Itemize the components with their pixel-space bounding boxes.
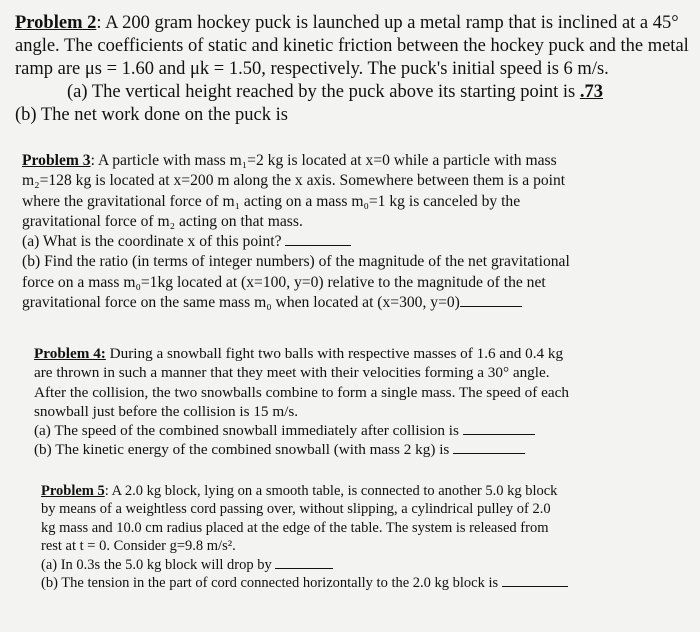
- problem-5-part-b: (b) The tension in the part of cord connected horizontally to the 2.0 kg block is: [41, 574, 568, 592]
- problem-4-line-3: After the collision, the two snowballs combine to form a single mass. The speed of each: [34, 383, 569, 401]
- problem-4-part-a: (a) The speed of the combined snowball immediately after collision is: [34, 421, 569, 440]
- problem-5-line-3: kg mass and 10.0 cm radius placed at the edge of the table. The system is released from: [41, 519, 549, 536]
- problem-4-line-4: snowball just before the collision is 15 m/s.: [34, 402, 299, 420]
- problem-4-line-1: Problem 4: During a snowball fight two balls with respective masses of 1.6 and 0.4 kg: [34, 345, 564, 362]
- problem-5: [41, 482, 568, 592]
- problem-2-line-3: ramp are μs = 1.60 and μk = 1.50, respectively. The puck's initial speed is 6 m/s.: [15, 59, 609, 79]
- problem-2-title: Problem 2: [15, 13, 97, 33]
- problem-2-part-a: (a) The vertical height reached by the puck above its starting point is .73: [67, 82, 603, 102]
- problem-2-answer-a: .73: [579, 82, 603, 102]
- problem-2-line-2: angle. The coefficients of static and kinetic friction between the hockey puck and the metal: [15, 36, 689, 56]
- problem-3: [22, 151, 570, 313]
- problem-3-line-1: Problem 3: A particle with mass m₁=2 kg is located at x=0 while a particle with mass: [22, 152, 557, 169]
- problem-3-line-2: m₂=128 kg is located at x=200 m along the x axis. Somewhere between them is a point: [22, 172, 566, 190]
- problem-3-line-4: gravitational force of m₂ acting on that mass.: [22, 212, 303, 230]
- problem-2-part-b: (b) The net work done on the puck is: [15, 105, 288, 125]
- problem-3-part-b-line-3: gravitational force on the same mass m₀ when located at (x=300, y=0): [22, 293, 570, 313]
- problem-4-title: Problem 4:: [34, 345, 106, 362]
- answer-blank: [453, 452, 525, 454]
- answer-blank: [285, 244, 351, 246]
- problem-3-part-b-line-1: (b) Find the ratio (in terms of integer numbers) of the magnitude of the net gravitational: [22, 253, 570, 271]
- answer-blank: [275, 567, 333, 569]
- problem-3-line-3: where the gravitational force of m₁ acting on a mass m₀=1 kg is canceled by the: [22, 192, 521, 210]
- problem-3-part-a: (a) What is the coordinate x of this point?: [22, 232, 570, 252]
- problem-4-line-2: are thrown in such a manner that they meet with their velocities forming a 30° angle.: [34, 364, 550, 382]
- problem-2: [15, 12, 689, 127]
- problem-3-part-b-line-2: force on a mass m₀=1kg located at (x=100, y=0) relative to the magnitude of the net: [22, 273, 546, 291]
- problem-5-line-1: Problem 5: A 2.0 kg block, lying on a smooth table, is connected to another 5.0 kg block: [41, 483, 558, 499]
- answer-blank: [502, 585, 568, 587]
- problem-5-line-4: rest at t = 0. Consider g=9.8 m/s².: [41, 538, 236, 555]
- problem-4-part-b: (b) The kinetic energy of the combined snowball (with mass 2 kg) is: [34, 440, 569, 459]
- answer-blank: [463, 433, 535, 435]
- answer-blank: [460, 305, 522, 307]
- problem-5-part-a: (a) In 0.3s the 5.0 kg block will drop by: [41, 556, 568, 574]
- problem-2-line-1: Problem 2: A 200 gram hockey puck is launched up a metal ramp that is inclined at a 45°: [15, 13, 679, 33]
- problem-4: [34, 344, 569, 460]
- problem-3-title: Problem 3: [22, 152, 91, 169]
- problem-5-title: Problem 5: [41, 483, 105, 499]
- problem-5-line-2: by means of a weightless cord passing over, without slipping, a cylindrical pulley of 2.0: [41, 501, 551, 518]
